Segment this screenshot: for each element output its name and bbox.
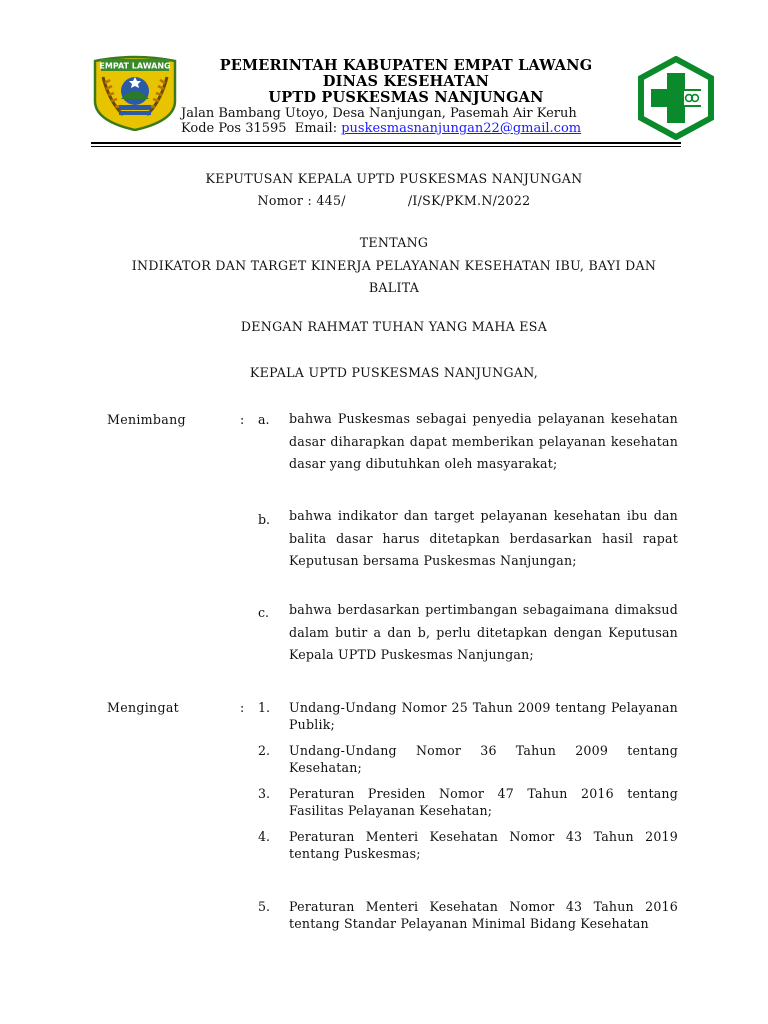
number-prefix: Nomor : 445/	[257, 193, 346, 208]
menimbang-colon: :	[240, 412, 245, 427]
letterhead-address: Jalan Bambang Utoyo, Desa Nanjungan, Pasemah Air Keruh	[181, 106, 577, 121]
letterhead-rule-thin	[91, 146, 681, 147]
reference-item: Undang-Undang Nomor 25 Tahun 2009 tentang Pelayanan Publik;	[289, 700, 678, 732]
svg-text:EMPAT LAWANG: EMPAT LAWANG	[99, 61, 171, 71]
consideration-item: bahwa indikator dan target pelayanan kesehatan ibu dan balita dasar harus ditetapkan berdasarkan hasil rapat Keputusan bersama Puskesmas Nanjungan;	[289, 508, 678, 568]
consideration-item: bahwa Puskesmas sebagai penyedia pelayanan kesehatan dasar diharapkan dapat memberikan pelayanan kesehatan dasar yang dibutuhkan oleh masyarakat;	[289, 411, 678, 471]
consideration-mark: b.	[258, 512, 271, 527]
reference-mark: 5.	[258, 899, 271, 914]
menimbang-label: Menimbang	[107, 412, 186, 427]
email-link[interactable]: puskesmasnanjungan22@gmail.com	[341, 121, 582, 136]
puskesmas-logo-icon	[634, 56, 718, 140]
reference-mark: 3.	[258, 786, 271, 801]
consideration-mark: a.	[258, 412, 270, 427]
decision-heading: KEPUTUSAN KEPALA UPTD PUSKESMAS NANJUNGAN	[205, 171, 583, 186]
empat-lawang-emblem-icon	[91, 55, 179, 131]
number-suffix: /I/SK/PKM.N/2022	[407, 193, 531, 208]
reference-item: Undang-Undang Nomor 36 Tahun 2009 tentang Kesehatan;	[289, 743, 678, 775]
letterhead-department: DINAS KESEHATAN	[322, 73, 490, 90]
blessing-line: DENGAN RAHMAT TUHAN YANG MAHA ESA	[240, 319, 548, 334]
letterhead-government: PEMERINTAH KABUPATEN EMPAT LAWANG	[219, 57, 593, 74]
mengingat-colon: :	[240, 700, 245, 715]
mengingat-label: Mengingat	[107, 700, 179, 715]
letterhead-rule-thick	[91, 142, 681, 144]
head-line: KEPALA UPTD PUSKESMAS NANJUNGAN,	[249, 365, 539, 380]
reference-item: Peraturan Menteri Kesehatan Nomor 43 Tahun 2016 tentang Standar Pelayanan Minimal Bidang Kesehatan	[289, 899, 678, 931]
about-heading: TENTANG	[359, 235, 429, 250]
decision-number	[100, 193, 688, 208]
letterhead-unit: UPTD PUSKESMAS NANJUNGAN	[268, 89, 544, 106]
consideration-item: bahwa berdasarkan pertimbangan sebagaimana dimaksud dalam butir a dan b, perlu ditetapkan dengan Keputusan Kepala UPTD Puskesmas Nanjungan;	[289, 602, 678, 662]
consideration-mark: c.	[258, 605, 270, 620]
reference-item: Peraturan Menteri Kesehatan Nomor 43 Tahun 2019 tentang Puskesmas;	[289, 829, 678, 861]
letterhead-contact	[181, 121, 581, 136]
reference-mark: 2.	[258, 743, 271, 758]
reference-mark: 1.	[258, 700, 271, 715]
subject-line-2: BALITA	[368, 280, 420, 295]
reference-mark: 4.	[258, 829, 271, 844]
reference-item: Peraturan Presiden Nomor 47 Tahun 2016 tentang Fasilitas Pelayanan Kesehatan;	[289, 786, 678, 818]
subject-line-1: INDIKATOR DAN TARGET KINERJA PELAYANAN KESEHATAN IBU, BAYI DAN	[131, 258, 657, 273]
postal-code-label: Kode Pos 31595 Email:	[181, 121, 342, 136]
